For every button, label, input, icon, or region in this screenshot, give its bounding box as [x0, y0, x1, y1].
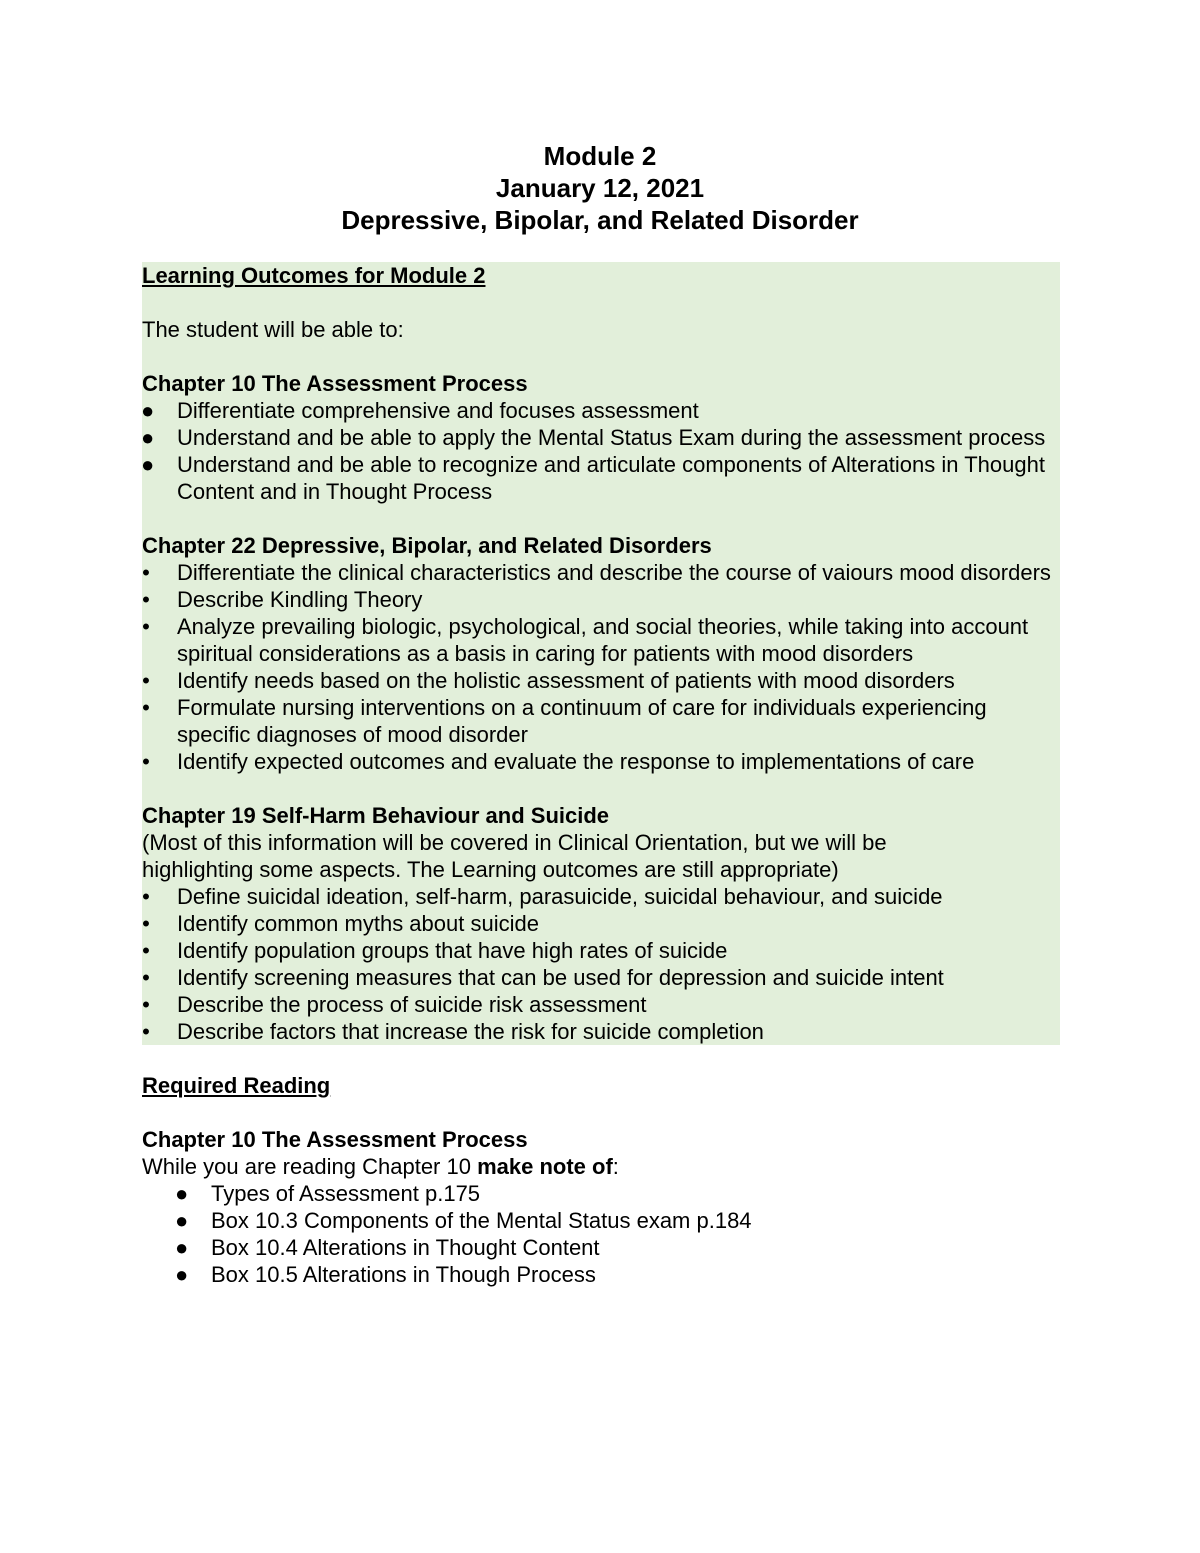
bullet-icon: ●	[175, 1235, 189, 1260]
list-item: ● Understand and be able to recognize and articulate components of Alterations in Thought Content and in Thought Process	[141, 452, 1045, 504]
bullet-icon: •	[142, 938, 150, 963]
spacer	[142, 1099, 1060, 1126]
bullet-icon: ●	[141, 452, 155, 477]
chapter-19-outcomes-title: Chapter 19 Self-Harm Behaviour and Suicide	[142, 802, 1060, 829]
required-reading-section	[142, 1072, 1060, 1288]
reading-chapter-10-intro: While you are reading Chapter 10 make note of:	[142, 1154, 619, 1179]
bullet-icon: ●	[175, 1181, 189, 1206]
bullet-icon: •	[142, 614, 150, 639]
reading-chapter-10-list	[142, 1180, 1060, 1288]
list-item: • Identify expected outcomes and evaluate the response to implementations of care	[142, 749, 975, 774]
list-item: ● Differentiate comprehensive and focuses assessment	[141, 398, 699, 423]
reading-chapter-10-title: Chapter 10 The Assessment Process	[142, 1127, 528, 1152]
bullet-icon: •	[142, 911, 150, 936]
list-item: • Define suicidal ideation, self-harm, parasuicide, suicidal behaviour, and suicide	[142, 884, 943, 909]
list-item: • Identify screening measures that can be used for depression and suicide intent	[142, 965, 944, 990]
bullet-icon: •	[142, 992, 150, 1017]
module-subject: Depressive, Bipolar, and Related Disorder	[341, 205, 859, 235]
chapter-19-note-line-1: (Most of this information will be covered in Clinical Orientation, but we will be	[142, 829, 1060, 856]
bullet-icon: •	[142, 668, 150, 693]
spacer	[142, 1045, 1060, 1072]
bullet-icon: •	[142, 587, 150, 612]
spacer	[142, 505, 1060, 532]
list-item: • Describe factors that increase the risk for suicide completion	[142, 1019, 764, 1044]
required-reading-heading: Required Reading	[142, 1073, 331, 1098]
document-title-block	[0, 140, 1200, 236]
bullet-icon: ●	[175, 1208, 189, 1233]
chapter-22-outcomes-title: Chapter 22 Depressive, Bipolar, and Related Disorders	[142, 532, 1060, 559]
list-item: • Identify population groups that have high rates of suicide	[142, 938, 728, 963]
bullet-icon: •	[142, 695, 150, 720]
learning-outcomes-section	[142, 262, 1060, 1045]
module-date: January 12, 2021	[495, 173, 705, 203]
spacer	[142, 775, 1060, 802]
bullet-icon: ●	[141, 398, 155, 423]
outcomes-intro: The student will be able to:	[142, 316, 1060, 343]
list-item: ● Box 10.4 Alterations in Thought Content	[175, 1235, 600, 1260]
list-item: • Describe Kindling Theory	[142, 587, 423, 612]
bullet-icon: •	[142, 749, 150, 774]
bullet-icon: •	[142, 884, 150, 909]
bullet-icon: •	[142, 965, 150, 990]
chapter-10-outcomes-title: Chapter 10 The Assessment Process	[142, 370, 1060, 397]
chapter-19-note-line-2: highlighting some aspects. The Learning outcomes are still appropriate)	[142, 856, 1060, 883]
bullet-icon: ●	[175, 1262, 189, 1287]
bullet-icon: •	[142, 560, 150, 585]
list-item: ● Box 10.5 Alterations in Though Process	[175, 1262, 596, 1287]
spacer	[142, 343, 1060, 370]
bullet-icon: •	[142, 1019, 150, 1044]
list-item: • Identify needs based on the holistic assessment of patients with mood disorders	[142, 668, 955, 693]
module-title: Module 2	[543, 141, 657, 171]
chapter-22-outcomes-list	[142, 559, 1060, 775]
spacer	[142, 289, 1060, 316]
document-body	[142, 262, 1060, 1288]
list-item: • Describe the process of suicide risk assessment	[142, 992, 647, 1017]
list-item: • Analyze prevailing biologic, psychological, and social theories, while taking into account spiritual considerations as a basis in caring for patients with mood disorders	[142, 614, 1029, 666]
list-item: ● Understand and be able to apply the Mental Status Exam during the assessment process	[141, 425, 1046, 450]
chapter-10-outcomes-list	[142, 397, 1060, 505]
list-item: • Formulate nursing interventions on a continuum of care for individuals experiencing specific diagnoses of mood disorder	[142, 695, 987, 747]
list-item: • Identify common myths about suicide	[142, 911, 539, 936]
learning-outcomes-heading: Learning Outcomes for Module 2	[142, 262, 1060, 289]
chapter-19-outcomes-list	[142, 883, 1060, 1045]
list-item: ● Types of Assessment p.175	[175, 1181, 481, 1206]
list-item: • Differentiate the clinical characteristics and describe the course of vaiours mood disorders	[142, 560, 1051, 585]
bullet-icon: ●	[141, 425, 155, 450]
list-item: ● Box 10.3 Components of the Mental Status exam p.184	[175, 1208, 752, 1233]
